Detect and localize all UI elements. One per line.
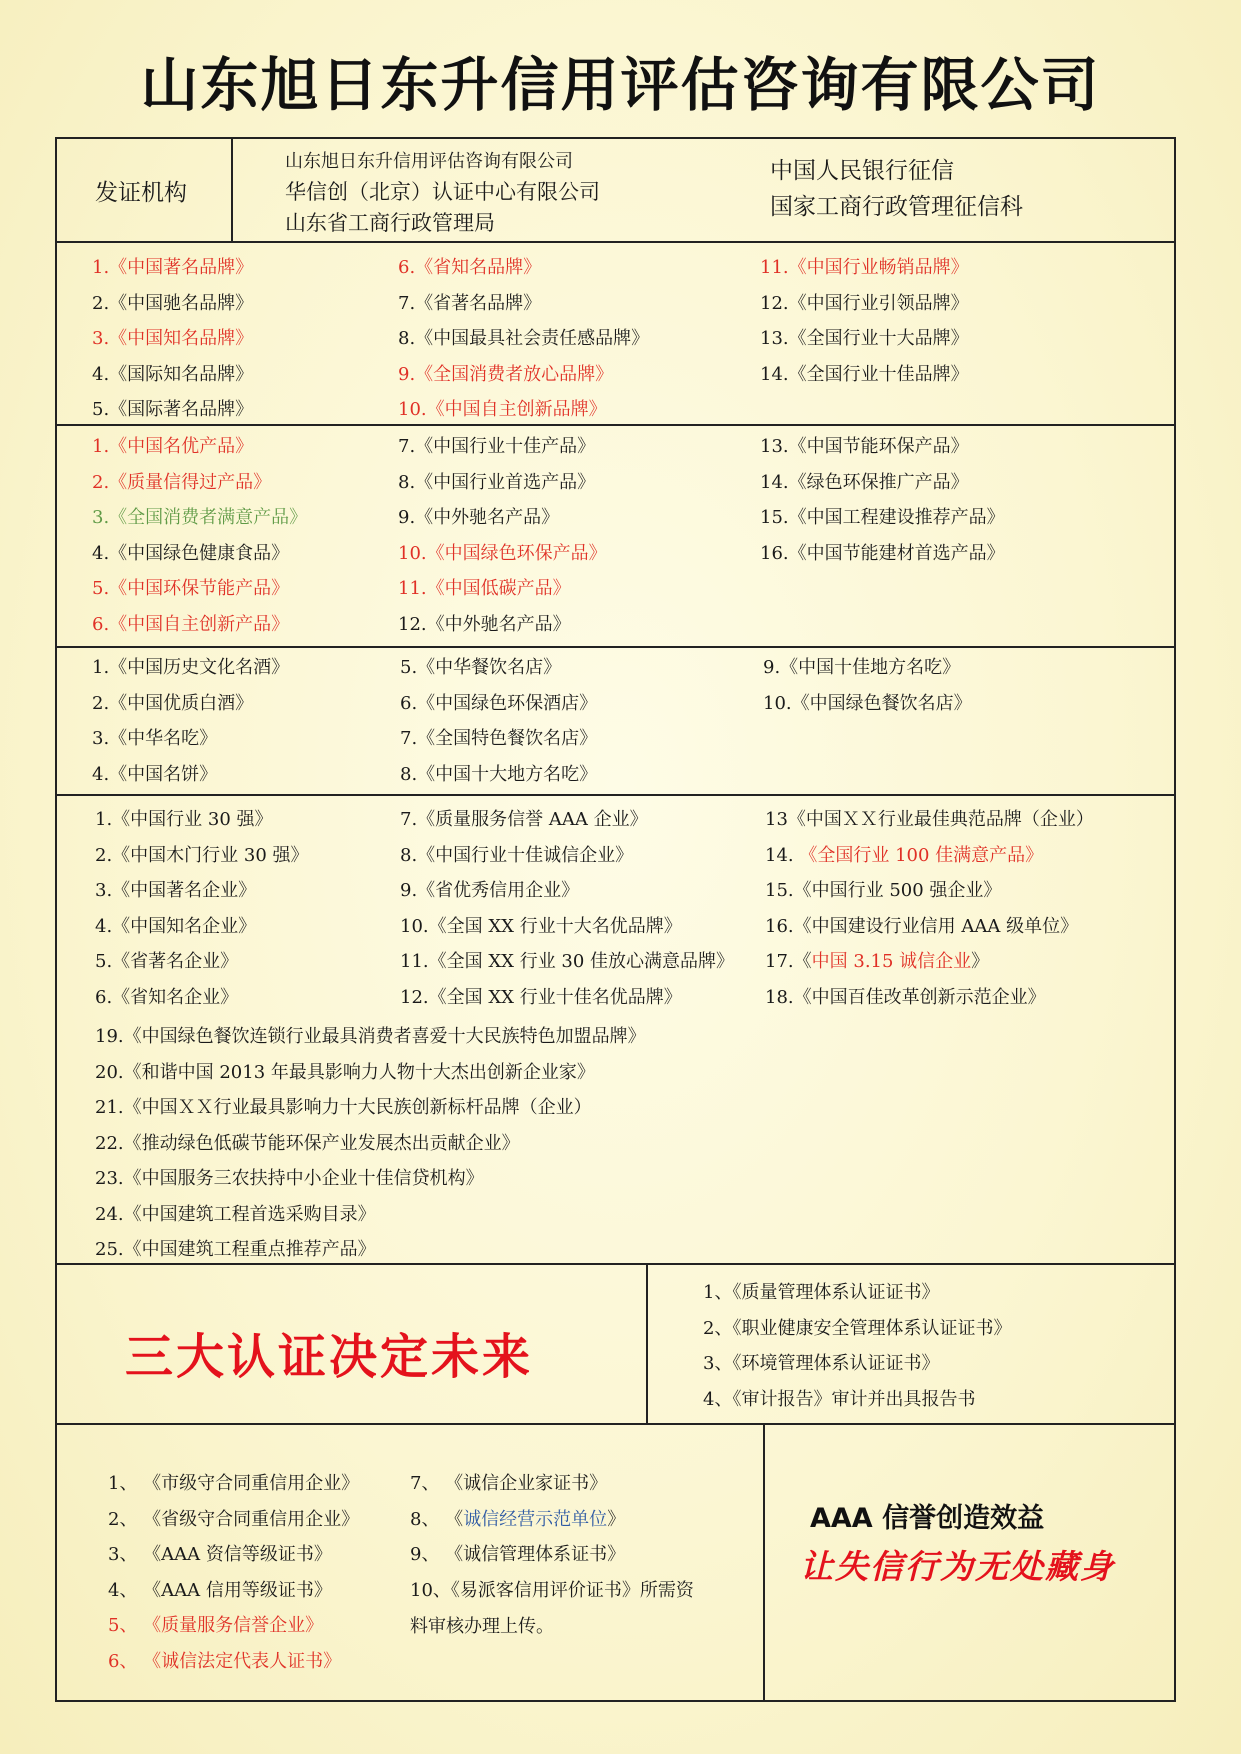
list-item-label: 9、 《诚信管理体系证书》: [410, 1544, 626, 1565]
list-item: [95, 980, 309, 1016]
list-item: [760, 286, 969, 322]
list-item-label: 10.《全国 XX 行业十大名优品牌》: [400, 915, 682, 937]
list-item-label: 8.《中国行业首选产品》: [398, 471, 596, 493]
divider-certification: [55, 1423, 1176, 1425]
issuer-name: 国家工商行政管理征信科: [770, 194, 1023, 220]
list-item: [92, 321, 253, 357]
list-item: [108, 1537, 359, 1573]
certification-slogan: 三大认证决定未来: [125, 1329, 534, 1385]
list-item: [108, 1466, 359, 1502]
divider-credit-vertical: [763, 1423, 765, 1702]
list-item: [400, 944, 734, 980]
list-item-label: 5.《中国环保节能产品》: [92, 578, 290, 599]
list-item: [410, 1537, 625, 1573]
list-item: [95, 1126, 646, 1162]
list-item-label: 4.《中国绿色健康食品》: [92, 542, 290, 564]
list-item: [92, 607, 307, 643]
credit-list-col-2: [410, 1466, 625, 1573]
list-item: [95, 838, 309, 874]
list-item: [760, 321, 969, 357]
list-item: [765, 980, 1094, 1016]
list-item: [400, 802, 734, 838]
list-item-prefix: 8、 《: [410, 1508, 464, 1530]
list-item-label: 12.《全国 XX 行业十佳名优品牌》: [400, 986, 682, 1008]
list-item-label: 9.《省优秀信用企业》: [400, 880, 580, 901]
list-item-label: 18.《中国百佳改革创新示范企业》: [765, 986, 1046, 1008]
list-item-label: 11.《全国 XX 行业 30 佳放心满意品牌》: [400, 951, 735, 972]
list-item: [95, 1019, 646, 1055]
list-item-label: 4.《中国名饼》: [92, 763, 218, 785]
list-item: [95, 1055, 646, 1091]
list-item-label: 23.《中国服务三农扶持中小企业十佳信贷机构》: [95, 1168, 484, 1189]
list-item-label: 4、 《AAA 信用等级证书》: [108, 1579, 332, 1601]
list-item: [398, 465, 607, 501]
company-title: 山东旭日东升信用评估咨询有限公司: [140, 51, 1101, 119]
list-item-label: 12.《中外驰名产品》: [398, 613, 571, 635]
enterprise-list-wide: [95, 1019, 646, 1268]
list-item: [92, 500, 307, 536]
issuer-name: 山东旭日东升信用评估咨询有限公司: [285, 151, 573, 172]
list-item: [95, 1197, 646, 1233]
list-item-prefix: 17.《: [765, 951, 812, 972]
list-item: [765, 944, 1094, 980]
credit-sub-slogan: 让失信行为无处藏身: [800, 1547, 1115, 1586]
list-item: [92, 357, 253, 393]
food-list-col-2: [400, 650, 597, 792]
list-item: [108, 1502, 359, 1538]
list-item: [760, 357, 969, 393]
list-item-label: 6.《中国绿色环保酒店》: [400, 692, 598, 714]
list-item-label: 1.《中国名优产品》: [92, 436, 254, 457]
list-item-label: 25.《中国建筑工程重点推荐产品》: [95, 1239, 376, 1260]
issuer-name: 华信创（北京）认证中心有限公司: [285, 180, 600, 204]
list-item: [92, 536, 307, 572]
brand-list-col-1: [92, 250, 253, 428]
list-item: [760, 536, 1005, 572]
list-item: [92, 650, 289, 686]
list-item: [398, 571, 607, 607]
list-item: [92, 429, 307, 465]
list-item-label: 22.《推动绿色低碳节能环保产业发展杰出贡献企业》: [95, 1132, 520, 1154]
credit-note-line: 10、《易派客信用评价证书》所需资: [410, 1580, 694, 1601]
brand-list-col-2: [398, 250, 649, 428]
list-item: [92, 250, 253, 286]
certification-list: [703, 1275, 1011, 1417]
list-item-label: 1.《中国著名品牌》: [92, 257, 254, 278]
issuer-list-secondary: [770, 153, 1023, 225]
list-item-label: 4.《中国知名企业》: [95, 915, 257, 937]
issuer-name: 山东省工商行政管理局: [285, 211, 495, 235]
list-item-label: 15.《中国行业 500 强企业》: [765, 880, 1002, 901]
list-item: [398, 536, 607, 572]
brand-list-col-3: [760, 250, 969, 392]
product-list-col-3: [760, 429, 1005, 571]
list-item-label: 16.《中国节能建材首选产品》: [760, 542, 1005, 564]
list-item: [92, 571, 307, 607]
list-item-label: 7.《质量服务信誉 AAA 企业》: [400, 809, 648, 830]
enterprise-list-col-1: [95, 802, 309, 1015]
credit-note: [410, 1573, 694, 1644]
list-item: [763, 650, 972, 686]
list-item: [92, 686, 289, 722]
list-item-label: 6.《中国自主创新产品》: [92, 613, 290, 635]
enterprise-list-col-2: [400, 802, 734, 1015]
list-item: [703, 1382, 1011, 1418]
list-item-label: 3、 《AAA 资信等级证书》: [108, 1544, 332, 1565]
list-item: [108, 1573, 359, 1609]
product-list-col-1: [92, 429, 307, 642]
list-item-suffix: 》: [971, 951, 990, 972]
divider-issuer: [55, 241, 1176, 243]
list-item-label: 9.《全国消费者放心品牌》: [398, 363, 614, 385]
list-item-label: 9.《中国十佳地方名吃》: [763, 657, 961, 678]
list-item: [398, 429, 607, 465]
list-item: [92, 721, 289, 757]
list-item: [760, 250, 969, 286]
divider-cert-vertical: [646, 1263, 648, 1425]
list-item: [398, 500, 607, 536]
list-item-label: 《全国行业 100 佳满意产品》: [799, 844, 1044, 866]
list-item: [95, 944, 309, 980]
list-item: [703, 1346, 1011, 1382]
list-item-label: 11.《中国低碳产品》: [398, 578, 571, 599]
list-item-label: 16.《中国建设行业信用 AAA 级单位》: [765, 915, 1079, 937]
list-item: [108, 1608, 359, 1644]
list-item-label: 3.《中华名吃》: [92, 728, 218, 749]
list-item-label: 10.《中国绿色餐饮名店》: [763, 692, 972, 714]
list-item: [765, 838, 1094, 874]
list-item-label: 7.《中国行业十佳产品》: [398, 436, 596, 457]
list-item-label: 2.《中国优质白酒》: [92, 692, 254, 714]
list-item: [400, 873, 734, 909]
list-item-label: 1、 《市级守合同重信用企业》: [108, 1473, 360, 1494]
list-item-label: 6.《省知名企业》: [95, 986, 239, 1008]
list-item: [95, 1232, 646, 1268]
credit-list-col-1: [108, 1466, 359, 1679]
list-item: [398, 286, 649, 322]
list-item-label: 4.《国际知名品牌》: [92, 363, 254, 385]
issuer-label: 发证机构: [95, 180, 187, 206]
list-item-label: 1、《质量管理体系认证证书》: [703, 1282, 940, 1303]
list-item: [95, 1161, 646, 1197]
divider-issuer-vertical: [231, 137, 233, 243]
list-item-label: 6.《省知名品牌》: [398, 257, 542, 278]
list-item: [398, 357, 649, 393]
list-item-label: 1.《中国历史文化名酒》: [92, 657, 290, 678]
list-item-label: 19.《中国绿色餐饮连锁行业最具消费者喜爱十大民族特色加盟品牌》: [95, 1026, 646, 1047]
list-item: [398, 250, 649, 286]
list-item-label: 13.《全国行业十大品牌》: [760, 328, 969, 349]
list-item-label: 3.《中国著名企业》: [95, 880, 257, 901]
list-item-label: 1.《中国行业 30 强》: [95, 809, 273, 830]
divider-products: [55, 646, 1176, 648]
list-item: [398, 392, 649, 428]
enterprise-list-col-3: [765, 802, 1094, 1015]
list-item-label: 13《中国ＸＸ行业最佳典范品牌（企业）: [765, 809, 1094, 830]
list-item: [92, 465, 307, 501]
list-item-label: 10.《中国自主创新品牌》: [398, 399, 607, 420]
list-item-label: 15.《中国工程建设推荐产品》: [760, 507, 1005, 528]
list-item-label: 12.《中国行业引领品牌》: [760, 292, 969, 314]
list-item: [400, 757, 597, 793]
list-item: [95, 1090, 646, 1126]
list-item: [400, 838, 734, 874]
list-item-label: 2.《中国驰名品牌》: [92, 292, 254, 314]
issuer-list-primary: [285, 146, 600, 239]
food-list-col-1: [92, 650, 289, 792]
list-item-label: 4、《审计报告》审计并出具报告书: [703, 1388, 976, 1410]
list-item-suffix: 》: [607, 1508, 626, 1530]
list-item: [400, 650, 597, 686]
list-item-label: 中国 3.15 诚信企业: [811, 951, 972, 972]
list-item-label: 8.《中国行业十佳诚信企业》: [400, 844, 634, 866]
list-item-label: 5.《国际著名品牌》: [92, 399, 254, 420]
list-item: [108, 1644, 359, 1680]
list-item-label: 3.《全国消费者满意产品》: [92, 507, 308, 528]
list-item: [400, 909, 734, 945]
aaa-slogan: AAA 信誉创造效益: [810, 1503, 1045, 1534]
list-item-label: 20.《和谐中国 2013 年最具影响力人物十大杰出创新企业家》: [95, 1061, 595, 1083]
list-item-label: 10.《中国绿色环保产品》: [398, 542, 607, 564]
list-item-label: 13.《中国节能环保产品》: [760, 436, 969, 457]
list-item: [95, 909, 309, 945]
list-item-label: 5.《中华餐饮名店》: [400, 657, 562, 678]
list-item-label: 诚信经营示范单位: [463, 1508, 608, 1530]
product-list-col-2: [398, 429, 607, 642]
list-item: [765, 909, 1094, 945]
list-item: [703, 1275, 1011, 1311]
list-item-label: 7.《省著名品牌》: [398, 292, 542, 314]
list-item-label: 5.《省著名企业》: [95, 951, 239, 972]
list-item-label: 7、 《诚信企业家证书》: [410, 1473, 608, 1494]
list-item: [410, 1502, 625, 1538]
list-item: [760, 500, 1005, 536]
list-item: [410, 1466, 625, 1502]
food-list-col-3: [763, 650, 972, 721]
list-item: [92, 286, 253, 322]
list-item: [398, 607, 607, 643]
list-item-label: 24.《中国建筑工程首选采购目录》: [95, 1203, 376, 1225]
list-item: [398, 321, 649, 357]
list-item-label: 9.《中外驰名产品》: [398, 507, 560, 528]
list-item: [760, 465, 1005, 501]
list-item-label: 14.《绿色环保推广产品》: [760, 471, 969, 493]
list-item-label: 21.《中国ＸＸ行业最具影响力十大民族创新标杆品牌（企业）: [95, 1097, 592, 1118]
list-item: [95, 802, 309, 838]
divider-food: [55, 794, 1176, 796]
list-item-label: 3、《环境管理体系认证证书》: [703, 1353, 940, 1374]
list-item: [760, 429, 1005, 465]
list-item-label: 11.《中国行业畅销品牌》: [760, 257, 969, 278]
list-item-label: 2、《职业健康安全管理体系认证证书》: [703, 1317, 1012, 1339]
list-item-label: 5、 《质量服务信誉企业》: [108, 1615, 324, 1636]
list-item-label: 14.《全国行业十佳品牌》: [760, 363, 969, 385]
list-item: [92, 757, 289, 793]
list-item: [703, 1311, 1011, 1347]
issuer-name: 中国人民银行征信: [770, 158, 954, 184]
list-item-label: 2.《中国木门行业 30 强》: [95, 844, 309, 866]
list-item: [765, 802, 1094, 838]
list-item: [400, 721, 597, 757]
list-item-label: 2、 《省级守合同重信用企业》: [108, 1508, 360, 1530]
list-item-label: 7.《全国特色餐饮名店》: [400, 728, 598, 749]
list-item: [95, 873, 309, 909]
list-item-label: 8.《中国最具社会责任感品牌》: [398, 328, 650, 349]
list-item-label: 2.《质量信得过产品》: [92, 471, 272, 493]
list-item: [92, 392, 253, 428]
list-item: [763, 686, 972, 722]
list-item: [400, 980, 734, 1016]
list-item: [765, 873, 1094, 909]
list-item-label: 3.《中国知名品牌》: [92, 328, 254, 349]
list-item-prefix: 14.: [765, 844, 800, 866]
list-item-label: 6、 《诚信法定代表人证书》: [108, 1650, 342, 1672]
list-item: [400, 686, 597, 722]
credit-note-line: 料审核办理上传。: [410, 1615, 554, 1637]
list-item-label: 8.《中国十大地方名吃》: [400, 763, 598, 785]
